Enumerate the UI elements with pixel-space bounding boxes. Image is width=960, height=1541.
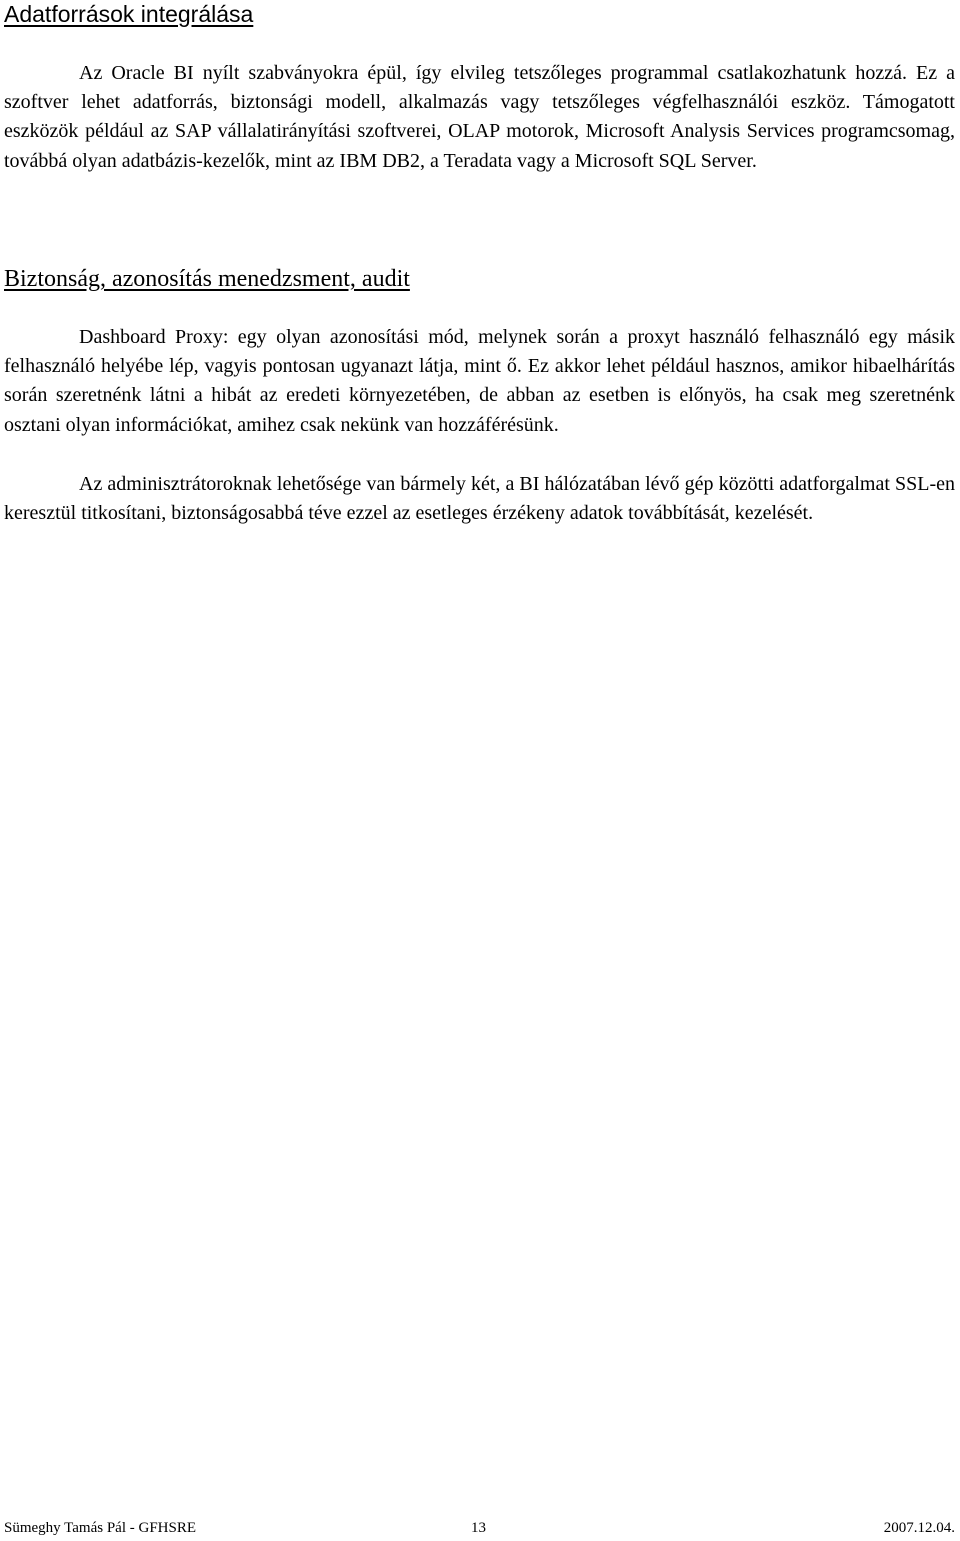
page-footer bbox=[4, 1518, 955, 1538]
paragraph-dashboard-proxy: Dashboard Proxy: egy olyan azonosítási mód, melynek során a proxyt használó felhasználó egy másik felhasználó helyébe lép, vagyis pontosan ugyanazt látja, mint ő. Ez akkor lehet például hasznos, amikor hibaelhárítás során szeretnénk látni a hibát az eredeti környezetében, de abban az esetben is előnyös, ha csak meg szeretnénk osztani olyan információkat, amihez csak nekünk van hozzáférésünk. bbox=[4, 326, 955, 436]
paragraph-ssl-encryption: Az adminisztrátoroknak lehetősége van bármely két, a BI hálózatában lévő gép közötti adatforgalmat SSL-en keresztül titkosítani, biztonságosabbá téve ezzel az esetleges érzékeny adatok továbbítását, kezelését. bbox=[4, 473, 955, 525]
section-heading-security: Biztonság, azonosítás menedzsment, audit bbox=[4, 266, 410, 292]
footer-page-number: 13 bbox=[471, 1520, 486, 1536]
section-heading-data-sources: Adatforrások integrálása bbox=[4, 1, 254, 27]
footer-author: Sümeghy Tamás Pál - GFHSRE bbox=[4, 1520, 197, 1536]
paragraph-data-sources: Az Oracle BI nyílt szabványokra épül, így elvileg tetszőleges programmal csatlakozhatunk hozzá. Ez a szoftver lehet adatforrás, biztonsági modell, alkalmazás vagy tetszőleges végfelhasználói eszköz. Támogatott eszközök például az SAP vállalatirányítási szoftverei, OLAP motorok, Microsoft Analysis Services programcsomag, továbbá olyan adatbázis-kezelők, mint az IBM DB2, a Teradata vagy a Microsoft SQL Server. bbox=[4, 62, 955, 172]
footer-date: 2007.12.04. bbox=[883, 1520, 955, 1536]
